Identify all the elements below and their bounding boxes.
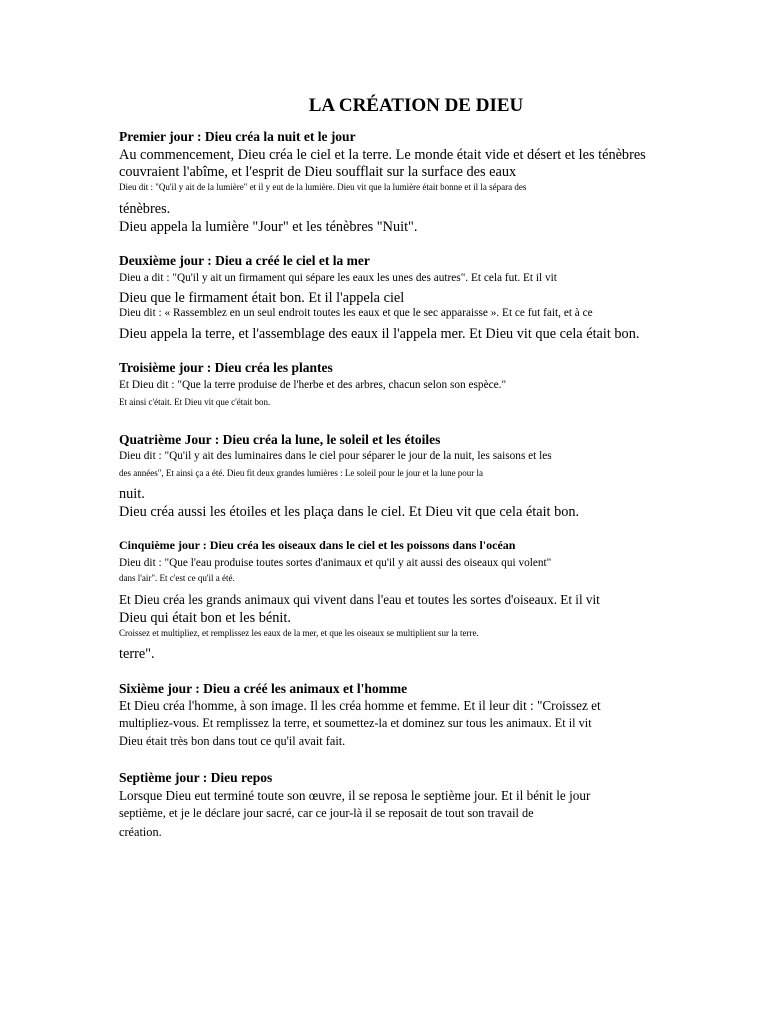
paragraph-line: Dieu dit : "Qu'il y ait des luminaires dans le ciel pour séparer le jour de la nuit, les saisons et les	[119, 450, 552, 462]
paragraph-line: Et ainsi c'était. Et Dieu vit que c'était bon.	[119, 397, 271, 407]
paragraph-line: Dieu appela la terre, et l'assemblage des eaux il l'appela mer. Et Dieu vit que cela était bon.	[119, 326, 640, 342]
paragraph-line: Et Dieu créa les grands animaux qui vivent dans l'eau et toutes les sortes d'oiseaux. Et il vit	[119, 592, 600, 607]
paragraph-line: septième, et je le déclare jour sacré, car ce jour-là il se reposait de tout son travail de	[119, 806, 534, 820]
paragraph-line: nuit.	[119, 486, 145, 502]
paragraph-line: Au commencement, Dieu créa le ciel et la terre. Le monde était vide et désert et les ténèbres	[119, 147, 646, 163]
paragraph-line: Dieu qui était bon et les bénit.	[119, 610, 291, 626]
paragraph-line: création.	[119, 825, 162, 839]
section-heading-day-7: Septième jour : Dieu repos	[119, 770, 273, 785]
paragraph-line: Dieu créa aussi les étoiles et les plaça dans le ciel. Et Dieu vit que cela était bon.	[119, 504, 580, 520]
section-heading-day-3: Troisième jour : Dieu créa les plantes	[119, 360, 333, 375]
paragraph-line: Dieu dit : "Qu'il y ait de la lumière" et il y eut de la lumière. Dieu vit que la lumière était bonne et il la sépara des	[119, 182, 527, 192]
section-heading-day-2: Deuxième jour : Dieu a créé le ciel et la mer	[119, 253, 370, 268]
section-heading-day-4: Quatrième Jour : Dieu créa la lune, le soleil et les étoiles	[119, 432, 441, 447]
paragraph-line: Croissez et multipliez, et remplissez les eaux de la mer, et que les oiseaux se multiplient sur la terre.	[119, 628, 479, 638]
paragraph-line: ténèbres.	[119, 201, 171, 217]
paragraph-line: Dieu que le firmament était bon. Et il l'appela ciel	[119, 290, 405, 306]
paragraph-line: terre".	[119, 646, 155, 662]
paragraph-line: Dieu a dit : "Qu'il y ait un firmament qui sépare les eaux les unes des autres". Et cela fut. Et il vit	[119, 272, 557, 284]
paragraph-line: Et Dieu dit : "Que la terre produise de l'herbe et des arbres, chacun selon son espèce."	[119, 379, 507, 391]
section-heading-day-6: Sixième jour : Dieu a créé les animaux et l'homme	[119, 681, 408, 696]
paragraph-line: Dieu dit : « Rassemblez en un seul endroit toutes les eaux et que le sec apparaisse ». Et ce fut fait, et à ce	[119, 307, 593, 319]
paragraph-line: multipliez-vous. Et remplissez la terre, et soumettez-la et dominez sur tous les animaux. Et il vit	[119, 716, 592, 730]
paragraph-line: Dieu dit : "Que l'eau produise toutes sortes d'animaux et qu'il y ait aussi des oiseaux qui volent"	[119, 557, 552, 569]
paragraph-line: couvraient l'abîme, et l'esprit de Dieu soufflait sur la surface des eaux	[119, 164, 517, 180]
section-heading-day-1: Premier jour : Dieu créa la nuit et le jour	[119, 129, 356, 144]
paragraph-line: Dieu appela la lumière "Jour" et les ténèbres "Nuit".	[119, 219, 418, 235]
paragraph-line: dans l'air". Et c'est ce qu'il a été.	[119, 573, 235, 583]
paragraph-line: des années", Et ainsi ça a été. Dieu fit deux grandes lumières : Le soleil pour le jour et la lune pour la	[119, 468, 484, 478]
page-title: LA CRÉATION DE DIEU	[308, 95, 524, 116]
paragraph-line: Lorsque Dieu eut terminé toute son œuvre, il se reposa le septième jour. Et il bénit le jour	[119, 788, 591, 803]
paragraph-line: Dieu était très bon dans tout ce qu'il avait fait.	[119, 734, 346, 748]
paragraph-line: Et Dieu créa l'homme, à son image. Il les créa homme et femme. Et il leur dit : "Croissez et	[119, 698, 601, 713]
section-heading-day-5: Cinquième jour : Dieu créa les oiseaux dans le ciel et les poissons dans l'océan	[119, 538, 516, 552]
